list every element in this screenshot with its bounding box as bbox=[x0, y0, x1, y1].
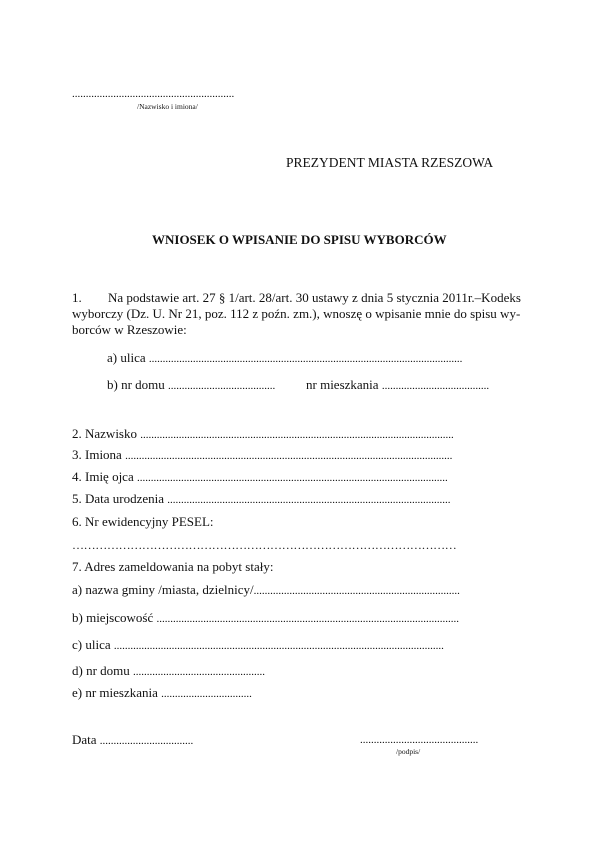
field-adres-nr-mieszkania[interactable] bbox=[72, 685, 252, 702]
field-nr-mieszkania[interactable] bbox=[306, 377, 489, 394]
name-fill-line[interactable] bbox=[72, 86, 234, 102]
field-nr-domu[interactable] bbox=[107, 377, 275, 394]
field-adres-nr-domu-dots: ................................................ bbox=[133, 666, 266, 678]
field-ulica[interactable] bbox=[107, 350, 462, 367]
field-nazwisko-dots: .................................................................................................................. bbox=[140, 429, 454, 441]
field-adres-ulica[interactable] bbox=[72, 637, 444, 654]
field-ulica-label: a) ulica bbox=[107, 350, 149, 365]
field-nr-domu-label: b) nr domu bbox=[107, 377, 169, 392]
field-data-urodzenia[interactable] bbox=[72, 491, 451, 508]
name-dots: ........................................................... bbox=[72, 88, 235, 100]
field-ulica-dots: .................................................................................................................. bbox=[148, 353, 463, 365]
field-data-label: Data bbox=[72, 732, 100, 747]
field-gmina-label: a) nazwa gminy /miasta, dzielnicy/ bbox=[72, 582, 254, 597]
addressee: PREZYDENT MIASTA RZESZOWA bbox=[286, 155, 494, 170]
field-data-urodzenia-dots: ....................................................................................................... bbox=[167, 494, 451, 506]
signature-caption: /podpis/ bbox=[396, 747, 421, 756]
field-adres-nr-domu[interactable] bbox=[72, 663, 265, 680]
field-gmina[interactable] bbox=[72, 582, 460, 599]
field-nr-domu-dots: ....................................... bbox=[168, 380, 276, 392]
form-title: WNIOSEK O WPISANIE DO SPISU WYBORCÓW bbox=[152, 232, 447, 247]
field-gmina-dots: ........................................................................... bbox=[253, 585, 460, 597]
field-data[interactable] bbox=[72, 732, 193, 749]
field-nazwisko-label: 2. Nazwisko bbox=[72, 426, 141, 441]
field-nr-mieszkania-label: nr mieszkania bbox=[306, 377, 382, 392]
field-adres-ulica-label: c) ulica bbox=[72, 637, 114, 652]
field-miejscowosc-dots: .............................................................................................................. bbox=[156, 613, 459, 625]
field-imie-ojca[interactable] bbox=[72, 469, 448, 486]
field-adres-ulica-dots: ........................................................................................................................ bbox=[113, 640, 444, 652]
field-pesel-label: 6. Nr ewidencyjny PESEL: bbox=[72, 514, 214, 529]
field-miejscowosc-label: b) miejscowość bbox=[72, 610, 157, 625]
field-adres-nr-domu-label: d) nr domu bbox=[72, 663, 134, 678]
section-1-number: 1. bbox=[72, 290, 82, 305]
section-1-line-2: wyborczy (Dz. U. Nr 21, poz. 112 z poźn. zm.), wnoszę o wpisanie mnie do spisu wy- bbox=[72, 306, 521, 321]
field-data-urodzenia-label: 5. Data urodzenia bbox=[72, 491, 168, 506]
section-1-line-1: Na podstawie art. 27 § 1/art. 28/art. 30 ustawy z dnia 5 stycznia 2011r.–Kodeks bbox=[108, 290, 521, 305]
field-nazwisko[interactable] bbox=[72, 426, 454, 443]
field-imie-ojca-dots: ................................................................................................................. bbox=[136, 472, 448, 484]
section-1-line-3: borców w Rzeszowie: bbox=[72, 322, 187, 337]
field-pesel[interactable]: ……………………………………………………………………………………… bbox=[72, 538, 457, 552]
field-imiona-dots: ....................................................................................................................... bbox=[125, 450, 453, 462]
field-data-dots: .................................. bbox=[99, 735, 194, 747]
field-imie-ojca-label: 4. Imię ojca bbox=[72, 469, 137, 484]
field-imiona-label: 3. Imiona bbox=[72, 447, 126, 462]
address-heading: 7. Adres zameldowania na pobyt stały: bbox=[72, 559, 274, 574]
field-nr-mieszkania-dots: ....................................... bbox=[381, 380, 490, 392]
field-imiona[interactable] bbox=[72, 447, 452, 464]
signature-line[interactable]: ........................................... bbox=[360, 734, 479, 746]
field-adres-nr-mieszkania-label: e) nr mieszkania bbox=[72, 685, 162, 700]
field-miejscowosc[interactable] bbox=[72, 610, 459, 627]
name-caption: /Nazwisko i imiona/ bbox=[137, 102, 198, 111]
field-adres-nr-mieszkania-dots: ................................. bbox=[161, 688, 252, 700]
